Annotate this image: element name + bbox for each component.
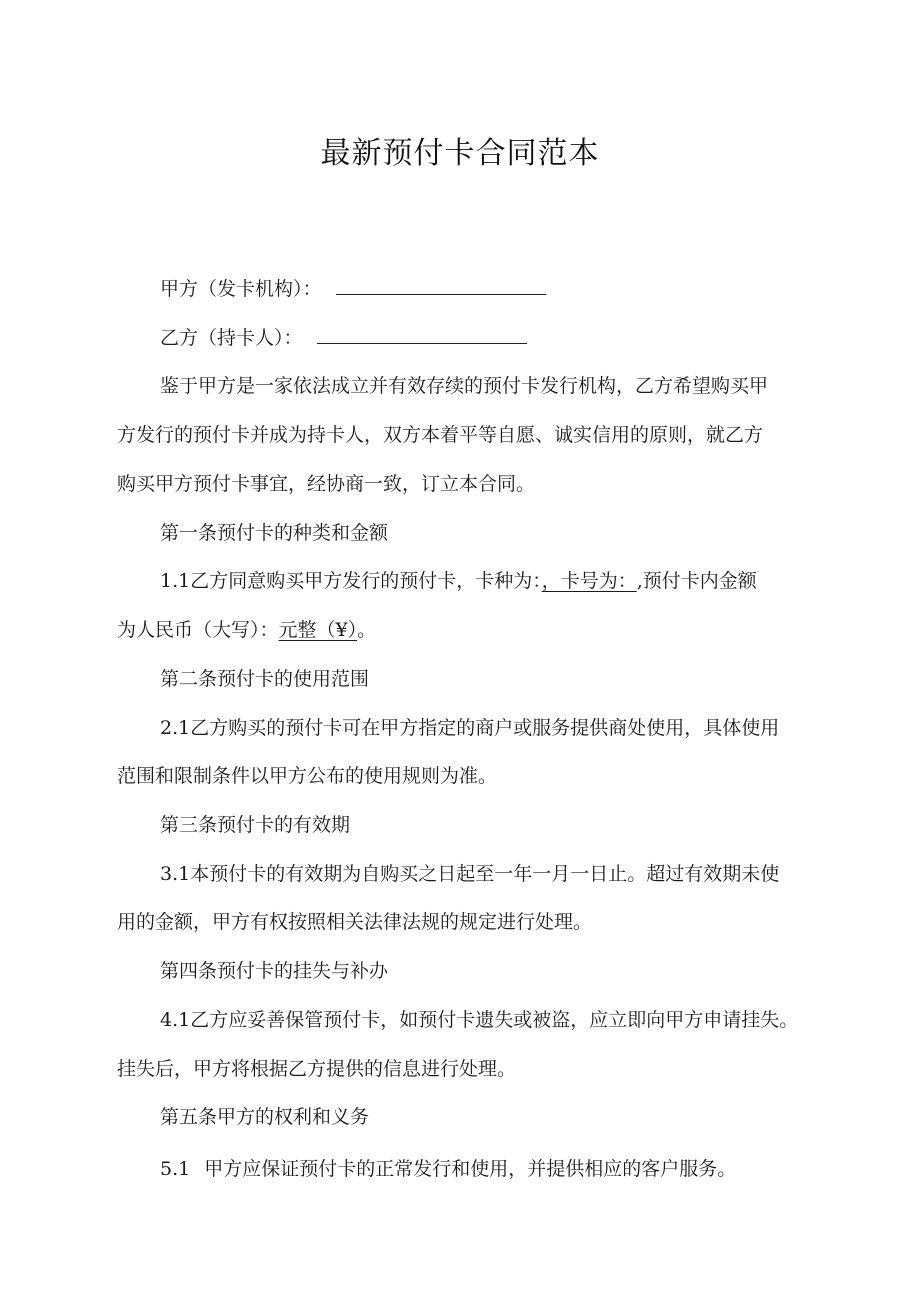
article-2-clause-line: 2.1乙方购买的预付卡可在甲方指定的商户或服务提供商处使用，具体使用 — [160, 717, 780, 739]
party-a-label: 甲方（发卡机构）： — [160, 278, 322, 300]
article-2-clause-line: 范围和限制条件以甲方公布的使用规则为准。 — [117, 765, 498, 787]
party-a-blank — [336, 276, 546, 295]
page-title: 最新预付卡合同范本 — [320, 136, 600, 171]
article-1-text: 1.1乙方同意购买甲方发行的预付卡，卡种为： — [160, 570, 542, 592]
article-1-clause-1-line — [117, 617, 376, 643]
article-1-text: 为人民币（大写）： — [117, 619, 279, 641]
article-4-clause-line: 挂失后，甲方将根据乙方提供的信息进行处理。 — [117, 1058, 517, 1080]
amount-field: 元整（¥） — [278, 619, 358, 641]
article-1-heading: 第一条预付卡的种类和金额 — [160, 522, 389, 544]
article-3-clause-line: 用的金额，甲方有权按照相关法律法规的规定进行处理。 — [117, 911, 593, 933]
clause-number: 5.1 — [160, 1158, 191, 1180]
preamble-line: 方发行的预付卡并成为持卡人，双方本着平等自愿、诚实信用的原则，就乙方 — [117, 424, 764, 446]
article-5-heading: 第五条甲方的权利和义务 — [160, 1106, 370, 1128]
article-3-clause-line: 3.1本预付卡的有效期为自购买之日起至一年一月一日止。超过有效期未使 — [160, 863, 780, 885]
preamble-line: 鉴于甲方是一家依法成立并有效存续的预付卡发行机构，乙方希望购买甲 — [160, 375, 769, 397]
party-b-label: 乙方（持卡人）： — [160, 327, 303, 349]
card-number-field: ，卡号为： — [541, 570, 637, 592]
article-3-heading: 第三条预付卡的有效期 — [160, 814, 351, 836]
preamble-line: 购买甲方预付卡事宜，经协商一致，订立本合同。 — [117, 473, 536, 495]
article-1-clause-1-line — [160, 568, 757, 594]
article-1-text: 。 — [357, 619, 377, 641]
article-1-text: ,预付卡内金额 — [636, 570, 757, 592]
article-5-clause-1-line — [160, 1156, 736, 1182]
party-b-blank — [317, 325, 527, 344]
party-a-line — [160, 276, 546, 302]
article-4-clause-line: 4.1乙方应妥善保管预付卡，如预付卡遗失或被盗，应立即向甲方申请挂失。 — [160, 1009, 799, 1031]
clause-text: 甲方应保证预付卡的正常发行和使用，并提供相应的客户服务。 — [204, 1158, 737, 1180]
article-2-heading: 第二条预付卡的使用范围 — [160, 668, 370, 690]
party-b-line — [160, 325, 527, 351]
article-4-heading: 第四条预付卡的挂失与补办 — [160, 960, 389, 982]
